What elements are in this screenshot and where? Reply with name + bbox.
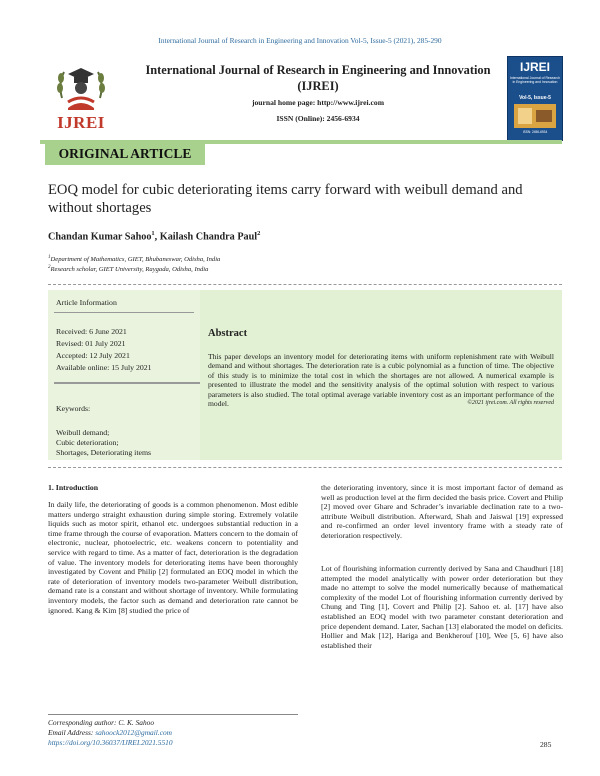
author-sup: 2 <box>257 230 261 237</box>
logo-text: IJREI <box>57 113 105 132</box>
affiliation <box>48 255 220 263</box>
article-type: ORIGINAL ARTICLE <box>45 142 205 165</box>
cover-subtitle: International Journal of Research in Engineering and Innovation <box>510 76 560 84</box>
author-name: Kailash Chandra Paul <box>159 231 258 243</box>
journal-title-line: International Journal of Research in Engineering and Innovation <box>145 63 491 77</box>
keyword: Weibull demand; <box>56 428 110 437</box>
intro-right-column-para2: Lot of flourishing information currently derived by Sana and Chaudhuri [18] attempted the model analytically with power order deterioration but they made no attempt to solve the model numerically because of mathematical complexity of the model Lot of flourishing information currently derived by Chung and Ting [1], Covert and Philip [2]. Sahoo et. al. [17] have also established an EOQ model with two parameter constant deterioration and price dependent demand. Later, Sachan [13] elaborated the model on deficits. Hollier and Mak [12], Hariga and Benkherouf [10], Wee [5, 6] have also established their <box>321 564 563 650</box>
keywords-heading: Keywords: <box>56 404 91 413</box>
article-info-heading: Article Information <box>56 298 117 307</box>
accepted-date: Accepted: 12 July 2021 <box>56 351 130 360</box>
journal-issn: ISSN (Online): 2456-6934 <box>276 114 360 123</box>
keyword: Cubic deterioration; <box>56 438 119 447</box>
divider <box>54 382 212 384</box>
affiliation <box>48 265 208 273</box>
section-heading: 1. Introduction <box>48 483 99 492</box>
author-separator: , <box>154 231 160 243</box>
paper-title: EOQ model for cubic deteriorating items carry forward with weibull demand and without shortages <box>48 182 523 216</box>
affiliation-text: Research scholar, GIET University, Raygada, Odisha, India <box>50 266 209 274</box>
doi-line <box>48 738 173 747</box>
divider <box>54 312 194 313</box>
journal-abbrev: (IJREI) <box>297 79 339 93</box>
journal-cover <box>507 56 563 141</box>
author-name: Chandan Kumar Sahoo <box>48 231 152 243</box>
email-label: Email Address: <box>48 728 96 737</box>
page-number: 285 <box>540 740 552 749</box>
cover-image <box>514 104 556 128</box>
abstract-body: This paper develops an inventory model for deteriorating items with uniform replenishment rate with Weibull demand and without shortages. The deterioration rate is a cubic polynomial as a function of time. The objective of this study is to minimize the total cost in which the shortages are not allowed. A numerical example is presented to illustrate the model and the sensitivity analysis of the optimal solution with respect to various parameters is also studied. The total optimal average variable inventory cost as an important performance of the model. <box>208 352 554 409</box>
revised-date: Revised: 01 July 2021 <box>56 339 126 348</box>
article-info-panel <box>48 290 198 460</box>
divider <box>48 284 562 285</box>
author-list <box>48 230 260 242</box>
running-head: International Journal of Research in Engineering and Innovation Vol-5, Issue-5 (2021), 285-290 <box>158 36 442 45</box>
journal-title <box>128 62 508 94</box>
affiliation-sup: 2 <box>48 265 51 270</box>
doi-link[interactable]: https://doi.org/10.36037/IJREI.2021.5510 <box>48 738 173 747</box>
intro-left-column: In daily life, the deteriorating of goods is a common phenomenon. Most edible matters undergo straight exhaustion during simple storing. Extremely volatile liquids such as motor spirit, ethanol etc. undergoes substantial reduction in a time frame through the course of evaporation. Matters concern to the domain of electronic, nuclear, photoelectric, etc. weakens concern to potentiality and service with regard to time. As a matter of fact, deterioration is the degradation of value. The inventory models for deteriorating items have been thoroughly investigated by Covent and Philip [2] formulated an EOQ model in which the rate of deterioration of inventory models two-parameter Weibull distribution, demand rate is a constant and without shortage of inventory. While formulating inventory models, the factor such as demand and deterioration rate cannot be ignored. Kang & Kim [8] studied the price of <box>48 500 298 615</box>
author-sup: 1 <box>151 230 155 237</box>
online-date: Available online: 15 July 2021 <box>56 363 152 372</box>
intro-right-column-para1: the deteriorating inventory, since it is most important factor of demand as well as production level at the firm decided the basis price. Covert and Philip [2] moved over Ghare and Schrader’s invariable declination rate to a two-attribute Weibull distribution. Afterward, Shah and Jaiswal [19] expressed and re-confirmed an order level inventory frame with a steady rate of deterioration respectively. <box>321 483 563 540</box>
cover-title: IJREI <box>519 60 550 74</box>
affiliation-sup: 1 <box>48 255 51 260</box>
abstract-heading: Abstract <box>208 328 248 339</box>
corresponding-author: Corresponding author: C. K. Sahoo <box>48 718 155 727</box>
copyright: ©2021 ijrei.com. All rights reserved <box>467 400 554 407</box>
abstract-text <box>208 352 554 408</box>
received-date: Received: 6 June 2021 <box>56 327 127 336</box>
journal-homepage[interactable]: journal home page: http://www.ijrei.com <box>251 98 385 107</box>
cover-issn: ISSN: 2456-6934 <box>522 130 548 134</box>
divider <box>48 467 562 468</box>
affiliation-text: Department of Mathematics, GIET, Bhubaneswar, Odisha, India <box>50 256 221 264</box>
keyword: Shortages, Deteriorating items <box>56 448 152 457</box>
email-line <box>48 728 172 737</box>
cover-issue: Vol-5, Issue-5 <box>519 95 551 101</box>
footnote-rule <box>48 714 298 715</box>
email-link[interactable]: sahoock2012@gmail.com <box>95 728 173 737</box>
